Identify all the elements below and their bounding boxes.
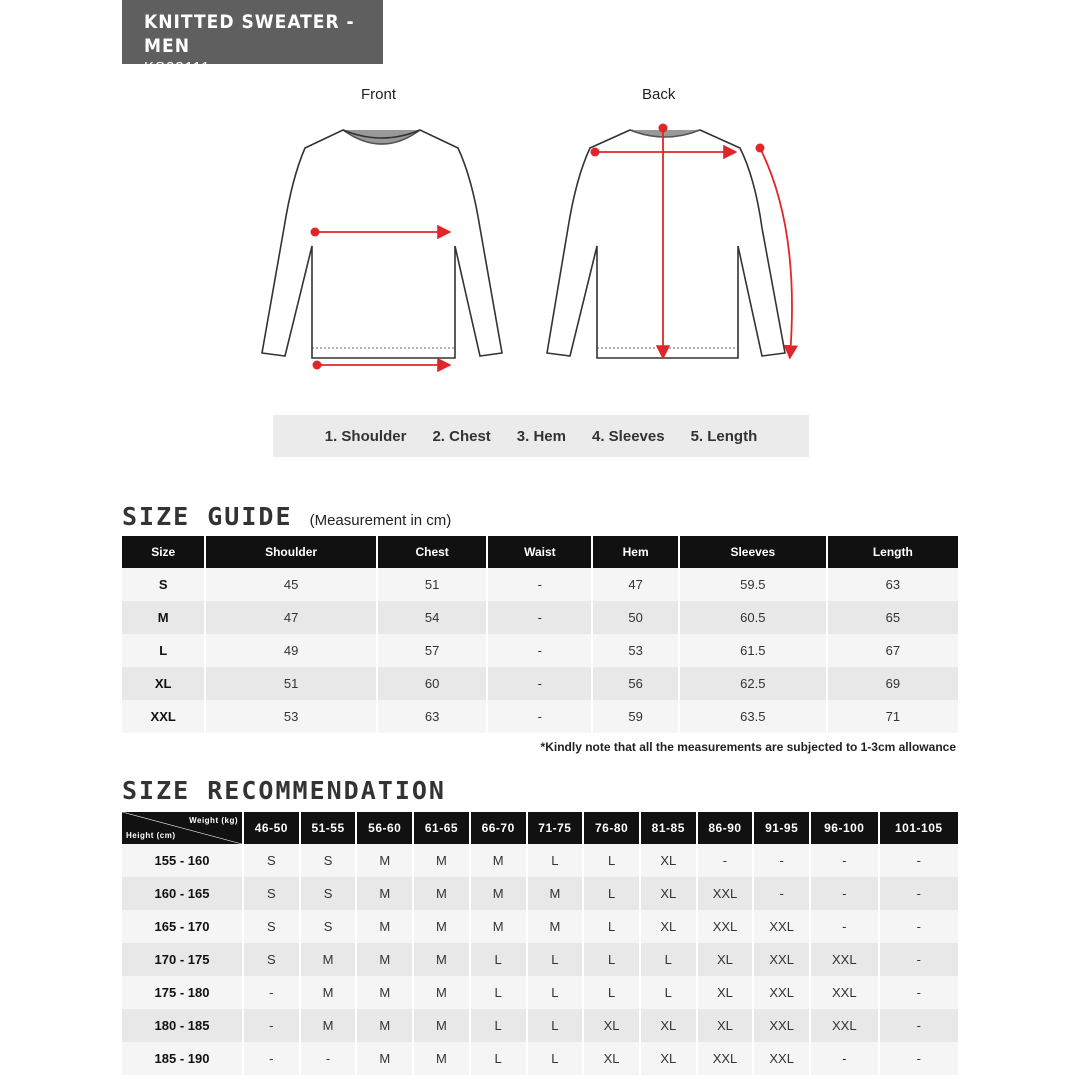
weight-column-header: 51-55 <box>301 812 356 844</box>
recommended-size-cell: M <box>528 877 583 910</box>
recommended-size-cell: L <box>471 976 526 1009</box>
recommended-size-cell: M <box>471 877 526 910</box>
front-sweater-drawing <box>262 130 502 358</box>
height-range-cell: 180 - 185 <box>122 1009 242 1042</box>
recommended-size-cell: XXL <box>754 1042 809 1075</box>
recommended-size-cell: XXL <box>698 877 753 910</box>
weight-column-header: 81-85 <box>641 812 696 844</box>
back-sweater-drawing <box>547 130 785 358</box>
recommended-size-cell: XXL <box>754 943 809 976</box>
recommended-size-cell: L <box>584 910 639 943</box>
sweater-measurement-diagram <box>240 108 840 388</box>
table-row <box>122 568 958 601</box>
table-row <box>122 943 958 976</box>
height-range-cell: 185 - 190 <box>122 1042 242 1075</box>
recommended-size-cell: - <box>880 1009 958 1042</box>
recommended-size-cell: M <box>301 943 356 976</box>
recommended-size-cell: XXL <box>811 1009 878 1042</box>
measurement-cell: - <box>488 700 591 733</box>
recommended-size-cell: - <box>880 877 958 910</box>
column-header: Chest <box>378 536 487 568</box>
recommended-size-cell: L <box>528 943 583 976</box>
recommended-size-cell: XXL <box>754 910 809 943</box>
recommended-size-cell: L <box>528 1009 583 1042</box>
table-row <box>122 844 958 877</box>
recommended-size-cell: L <box>528 976 583 1009</box>
recommended-size-cell: - <box>880 844 958 877</box>
measurement-cell: 65 <box>828 601 958 634</box>
recommended-size-cell: M <box>357 1042 412 1075</box>
recommended-size-cell: S <box>301 844 356 877</box>
recommended-size-cell: XL <box>584 1009 639 1042</box>
recommended-size-cell: M <box>414 844 469 877</box>
recommended-size-cell: - <box>244 976 299 1009</box>
recommended-size-cell: - <box>811 877 878 910</box>
table-row <box>122 910 958 943</box>
measurement-cell: 60.5 <box>680 601 826 634</box>
measurement-cell: 56 <box>593 667 678 700</box>
measurement-cell: 63 <box>378 700 487 733</box>
measurement-cell: 59.5 <box>680 568 826 601</box>
height-range-cell: 160 - 165 <box>122 877 242 910</box>
recommended-size-cell: S <box>301 877 356 910</box>
recommended-size-cell: - <box>880 943 958 976</box>
back-view-label: Back <box>642 86 676 103</box>
recommended-size-cell: S <box>244 910 299 943</box>
recommended-size-cell: M <box>528 910 583 943</box>
recommended-size-cell: M <box>414 877 469 910</box>
recommended-size-cell: XL <box>641 1042 696 1075</box>
recommended-size-cell: L <box>528 1042 583 1075</box>
recommended-size-cell: M <box>414 1042 469 1075</box>
recommended-size-cell: L <box>584 844 639 877</box>
product-title: KNITTED SWEATER - MEN <box>144 11 355 57</box>
weight-column-header: 56-60 <box>357 812 412 844</box>
table-row <box>122 667 958 700</box>
size-guide-subtitle: (Measurement in cm) <box>309 512 452 529</box>
front-view-label: Front <box>361 86 397 103</box>
height-axis-label: Height (cm) <box>126 831 176 840</box>
size-label-cell: S <box>122 568 204 601</box>
recommended-size-cell: L <box>528 844 583 877</box>
recommended-size-cell: S <box>244 844 299 877</box>
recommended-size-cell: M <box>414 910 469 943</box>
recommended-size-cell: - <box>754 877 809 910</box>
recommended-size-cell: XL <box>698 943 753 976</box>
recommended-size-cell: M <box>414 976 469 1009</box>
measurement-allowance-note: *Kindly note that all the measurements are subjected to 1-3cm allowance <box>540 740 956 754</box>
weight-column-header: 101-105 <box>880 812 958 844</box>
weight-column-header: 96-100 <box>811 812 878 844</box>
product-code: KS23111 <box>144 59 211 76</box>
weight-height-corner-cell <box>122 812 242 844</box>
measurement-cell: 63.5 <box>680 700 826 733</box>
table-row <box>122 877 958 910</box>
measurement-cell: 62.5 <box>680 667 826 700</box>
recommended-size-cell: L <box>584 877 639 910</box>
weight-axis-label: Weight (kg) <box>189 816 238 825</box>
measurement-cell: 49 <box>206 634 375 667</box>
size-guide-heading <box>122 502 451 531</box>
height-range-cell: 175 - 180 <box>122 976 242 1009</box>
recommended-size-cell: L <box>471 943 526 976</box>
recommended-size-cell: XL <box>698 1009 753 1042</box>
measurement-cell: 47 <box>206 601 375 634</box>
measurement-cell: 51 <box>206 667 375 700</box>
measurement-cell: 53 <box>593 634 678 667</box>
measurement-cell: - <box>488 601 591 634</box>
column-header: Shoulder <box>206 536 375 568</box>
column-header: Size <box>122 536 204 568</box>
product-title-box <box>122 0 383 76</box>
legend-item-length: 5. Length <box>690 427 758 445</box>
size-guide-header-row <box>122 536 958 568</box>
recommended-size-cell: M <box>301 1009 356 1042</box>
weight-column-header: 91-95 <box>754 812 809 844</box>
measurement-cell: 47 <box>593 568 678 601</box>
recommended-size-cell: M <box>471 844 526 877</box>
recommended-size-cell: - <box>244 1009 299 1042</box>
size-label-cell: L <box>122 634 204 667</box>
recommended-size-cell: - <box>754 844 809 877</box>
table-row <box>122 634 958 667</box>
recommended-size-cell: S <box>244 877 299 910</box>
recommended-size-cell: XXL <box>698 1042 753 1075</box>
recommended-size-cell: - <box>880 976 958 1009</box>
measurement-cell: - <box>488 634 591 667</box>
recommended-size-cell: XXL <box>811 943 878 976</box>
measurement-cell: 61.5 <box>680 634 826 667</box>
recommended-size-cell: L <box>641 976 696 1009</box>
recommended-size-cell: XL <box>641 844 696 877</box>
measurement-cell: 51 <box>378 568 487 601</box>
size-recommendation-title: SIZE RECOMMENDATION <box>122 776 446 805</box>
recommended-size-cell: M <box>357 943 412 976</box>
table-row <box>122 1009 958 1042</box>
measurement-cell: 50 <box>593 601 678 634</box>
recommended-size-cell: M <box>357 844 412 877</box>
table-row <box>122 976 958 1009</box>
size-label-cell: XXL <box>122 700 204 733</box>
recommended-size-cell: XXL <box>754 1009 809 1042</box>
recommended-size-cell: L <box>471 1009 526 1042</box>
legend-item-chest: 2. Chest <box>432 427 491 445</box>
recommended-size-cell: - <box>698 844 753 877</box>
size-label-cell: M <box>122 601 204 634</box>
weight-column-header: 86-90 <box>698 812 753 844</box>
recommended-size-cell: - <box>811 1042 878 1075</box>
recommended-size-cell: XL <box>641 910 696 943</box>
table-row <box>122 1042 958 1075</box>
measurement-cell: 71 <box>828 700 958 733</box>
column-header: Sleeves <box>680 536 826 568</box>
recommended-size-cell: - <box>880 1042 958 1075</box>
recommended-size-cell: - <box>811 910 878 943</box>
weight-column-header: 76-80 <box>584 812 639 844</box>
recommended-size-cell: XXL <box>698 910 753 943</box>
measurement-cell: - <box>488 667 591 700</box>
size-recommendation-header-row <box>122 812 958 844</box>
recommended-size-cell: M <box>357 877 412 910</box>
recommended-size-cell: XXL <box>811 976 878 1009</box>
recommended-size-cell: M <box>414 943 469 976</box>
recommended-size-cell: XXL <box>754 976 809 1009</box>
recommended-size-cell: - <box>880 910 958 943</box>
table-row <box>122 700 958 733</box>
recommended-size-cell: - <box>301 1042 356 1075</box>
measurement-cell: - <box>488 568 591 601</box>
weight-column-header: 61-65 <box>414 812 469 844</box>
recommended-size-cell: XL <box>641 1009 696 1042</box>
recommended-size-cell: M <box>357 976 412 1009</box>
recommended-size-cell: XL <box>698 976 753 1009</box>
recommended-size-cell: XL <box>584 1042 639 1075</box>
column-header: Waist <box>488 536 591 568</box>
recommended-size-cell: XL <box>641 877 696 910</box>
table-row <box>122 601 958 634</box>
column-header: Length <box>828 536 958 568</box>
recommended-size-cell: L <box>471 1042 526 1075</box>
height-range-cell: 165 - 170 <box>122 910 242 943</box>
size-guide-title: SIZE GUIDE <box>122 502 293 531</box>
weight-column-header: 66-70 <box>471 812 526 844</box>
recommended-size-cell: M <box>471 910 526 943</box>
weight-column-header: 71-75 <box>528 812 583 844</box>
legend-item-sleeves: 4. Sleeves <box>592 427 665 445</box>
weight-column-header: 46-50 <box>244 812 299 844</box>
size-label-cell: XL <box>122 667 204 700</box>
recommended-size-cell: L <box>584 943 639 976</box>
recommended-size-cell: M <box>357 1009 412 1042</box>
recommended-size-cell: - <box>811 844 878 877</box>
measurement-cell: 60 <box>378 667 487 700</box>
measurement-cell: 67 <box>828 634 958 667</box>
measurement-cell: 63 <box>828 568 958 601</box>
recommended-size-cell: S <box>301 910 356 943</box>
height-range-cell: 155 - 160 <box>122 844 242 877</box>
measurement-cell: 53 <box>206 700 375 733</box>
column-header: Hem <box>593 536 678 568</box>
height-range-cell: 170 - 175 <box>122 943 242 976</box>
size-guide-table <box>120 536 960 733</box>
recommended-size-cell: M <box>357 910 412 943</box>
recommended-size-cell: M <box>301 976 356 1009</box>
measurement-cell: 69 <box>828 667 958 700</box>
recommended-size-cell: - <box>244 1042 299 1075</box>
legend-item-shoulder: 1. Shoulder <box>324 427 407 445</box>
recommended-size-cell: L <box>641 943 696 976</box>
size-recommendation-table <box>120 812 960 1075</box>
measurement-cell: 54 <box>378 601 487 634</box>
recommended-size-cell: L <box>584 976 639 1009</box>
measurement-cell: 45 <box>206 568 375 601</box>
recommended-size-cell: S <box>244 943 299 976</box>
measurement-legend <box>273 415 809 457</box>
legend-item-hem: 3. Hem <box>516 427 566 445</box>
measurement-cell: 59 <box>593 700 678 733</box>
recommended-size-cell: M <box>414 1009 469 1042</box>
measurement-cell: 57 <box>378 634 487 667</box>
